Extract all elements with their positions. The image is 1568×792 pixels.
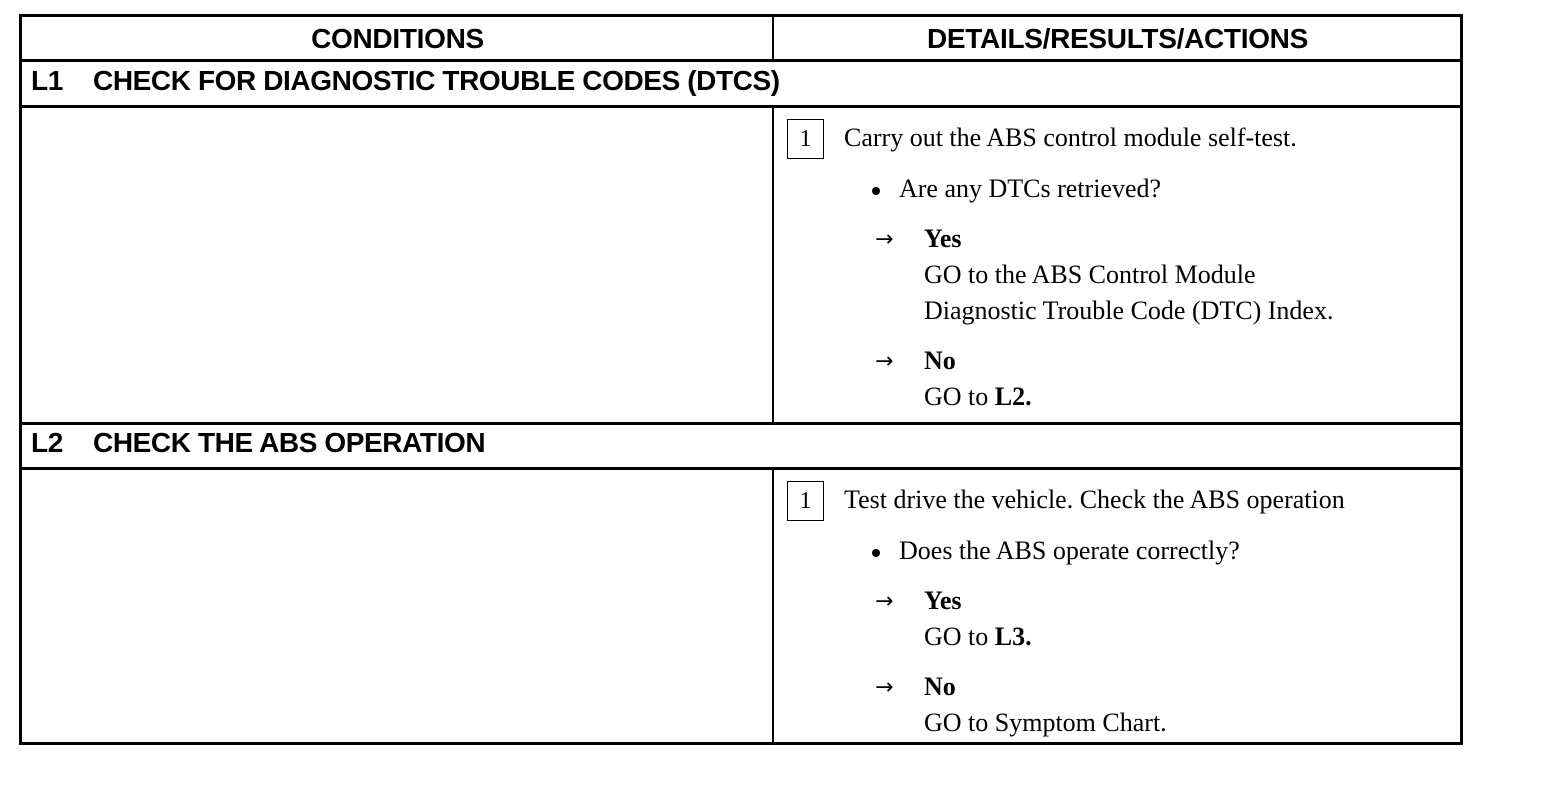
- section-code: L1: [31, 65, 63, 96]
- answer-yes-action-line: GO to the ABS Control Module: [924, 260, 1256, 289]
- section-title-text: CHECK FOR DIAGNOSTIC TROUBLE CODES (DTCS): [93, 65, 780, 96]
- action-prefix: GO to: [924, 382, 995, 411]
- answer-yes-label: Yes: [924, 586, 962, 615]
- question-text: Does the ABS operate correctly?: [899, 536, 1240, 565]
- answer-yes-label: Yes: [924, 224, 962, 253]
- step-number-box: 1: [787, 481, 824, 521]
- action-target: L2.: [994, 382, 1032, 411]
- answer-no-action: [924, 382, 1032, 412]
- step-number-box: 1: [787, 119, 824, 159]
- bullet-icon: [872, 187, 880, 195]
- arrow-right-icon: →: [875, 349, 894, 374]
- answer-no-label: No: [924, 346, 956, 375]
- answer-no-label: No: [924, 672, 956, 701]
- action-target: L3.: [994, 622, 1032, 651]
- row-divider: [22, 467, 1460, 470]
- question-text: Are any DTCs retrieved?: [899, 174, 1162, 203]
- step-instruction: Carry out the ABS control module self-test.: [844, 123, 1297, 152]
- bullet-icon: [872, 549, 880, 557]
- answer-yes-action: [924, 622, 1032, 652]
- row-divider: [22, 59, 1460, 62]
- column-divider: [772, 107, 774, 423]
- action-prefix: GO to: [924, 622, 995, 651]
- answer-no-action-line: GO to Symptom Chart.: [924, 708, 1167, 737]
- arrow-right-icon: →: [875, 589, 894, 614]
- column-divider: [772, 469, 774, 745]
- row-divider: [22, 105, 1460, 108]
- details-header: DETAILS/RESULTS/ACTIONS: [927, 23, 1308, 54]
- diagnostic-table: [19, 14, 1463, 745]
- section-title-l1: [31, 65, 780, 97]
- column-divider-header: [772, 17, 774, 60]
- arrow-right-icon: →: [875, 227, 894, 252]
- section-title-l2: [31, 427, 485, 459]
- row-divider: [22, 422, 1460, 425]
- arrow-right-icon: →: [875, 675, 894, 700]
- answer-yes-action-line: Diagnostic Trouble Code (DTC) Index.: [924, 296, 1334, 325]
- section-code: L2: [31, 427, 63, 458]
- conditions-header: CONDITIONS: [311, 23, 484, 54]
- section-title-text: CHECK THE ABS OPERATION: [93, 427, 486, 458]
- step-instruction: Test drive the vehicle. Check the ABS operation: [844, 485, 1345, 514]
